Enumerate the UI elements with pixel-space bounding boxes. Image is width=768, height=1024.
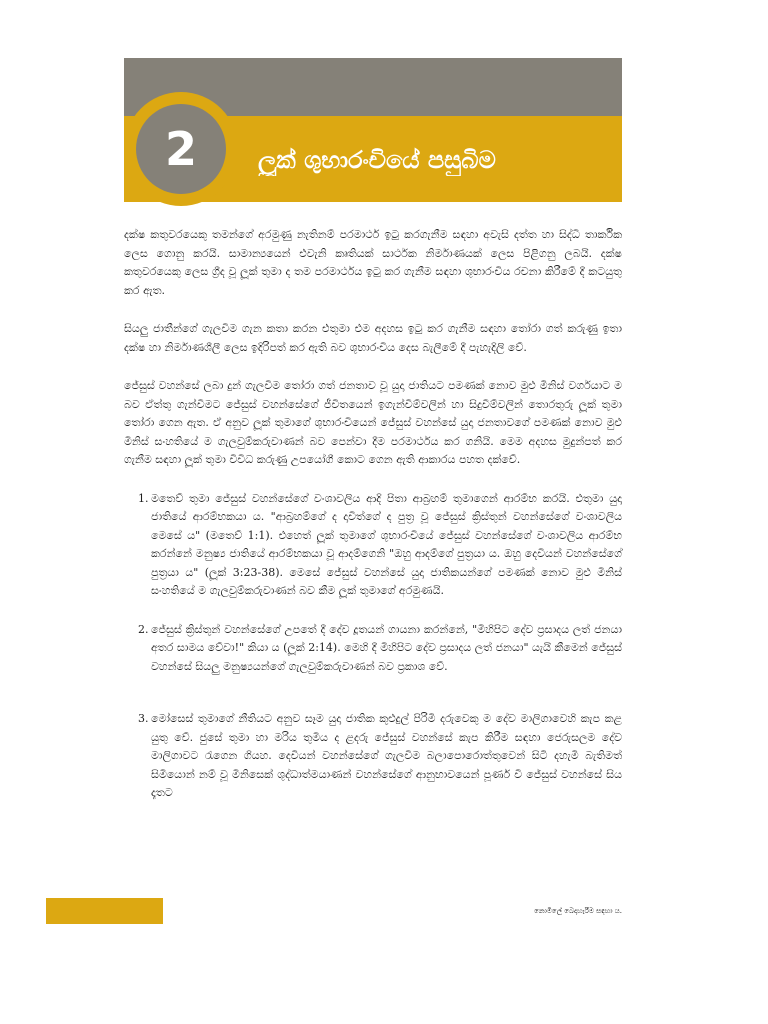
list-item-number: 1.	[138, 491, 149, 505]
list-item	[124, 490, 622, 601]
chapter-number: 2	[136, 104, 226, 194]
list-item-text: මතෙව් තුමා ජේසුස් වහන්සේගේ වංශාවලිය ආදි පිතා ආබ්‍රහම් තුමාගෙන් ආරම්භ කරයි. එතුමා යුදා ජාතියේ ආරම්භකයා ය. "ආබ්‍රහම්ගේ ද දාවිත්ගේ ද පුත්‍ර වූ ජේසුස් ක්‍රිස්තුන් වහන්සේගේ වංශාවලිය මෙසේ ය" (මතෙව් 1:1). එහෙත් ලූක් තුමාගේ ශුභාරංචියේ ජේසුස් වහන්සේගේ වංශාවලිය ආරම්භ කරන්නේ මනුෂ්‍ය ජාතියේ ආරම්භකයා වූ ආදම්ගෙනි "ඔහු ආදම්ගේ පුත්‍රයා ය. ඔහු දෙවියන් වහන්සේගේ පුත්‍රයා ය" (ලූක් 3:23-38). මෙසේ ජේසුස් වහන්සේ යුදා ජාතිකයන්ගේ පමණක් නොව මුළු මිනිස් සංහතියේ ම ගැලවුම්කරුවාණන් බව කීම ලූක් තුමාගේ අරමුණයි.	[151, 491, 622, 597]
body-paragraph: සියලු ජාතීන්ගේ ගැලවීම ගැන කතා කරන එතුමා එම අදහස ඉටු කර ගැනීම සඳහා තෝරා ගත් කරුණු ඉතා දක්ෂ හා නිර්මාණශීලී ලෙස ඉදිරිපත් කර ඇති බව ශුභාරංචිය දෙස බැලීමේ දී පැහැදිලි වේ.	[124, 322, 622, 354]
list-item-text: ජේසුස් ක්‍රිස්තුන් වහන්සේගේ උපතේ දී දේව දූතයන් ගායනා කරන්නේ, "මිහිපිට දේව ප්‍රසාදය ලත් ජනයා අතර සාමය වේවා!" කියා ය (ලූක් 2:14). මෙහි දී මිහිපිට දේව ප්‍රසාදය ලත් ජනයා" යැයි කීමෙන් ජේසුස් වහන්සේ සියලු මනුෂ්‍යයන්ගේ ගැලවුම්කරුවාණන් බව ප්‍රකාශ වේ.	[151, 622, 622, 673]
list-item-number: 3.	[138, 712, 149, 725]
body-paragraph: ජේසුස් වහන්සේ ලබා දුන් ගැලවීම තෝරා ගත් ජනතාව වූ යුදා ජාතියට පමණක් නොව මුළු මිනිස් වර්ගයාට ම බව ඒත්තු ගැන්වීමට ජේසුස් වහන්සේගේ ජීවිතයෙන් ඉගැන්වීම්වලින් හා සිදුවීම්වලින් තොරතුරු ලූක් තුමා තෝරා ගෙන ඇත. ඒ අනුව ලූක් තුමාගේ ශුභාරංචියෙන් ජේසුස් වහන්සේ යුදා ජනතාවගේ පමණක් නොව මුළු මිනිස් සංහතියේ ම ගැලවුම්කරුවාණන් බව පෙන්වා දීම පරමාර්ථය කර ගනියි. මෙම අදහස මුදුන්පත් කර ගැනීම සඳහා ලූක් තුමා විවිධ කරුණු උපයෝගී කොට ගෙන ඇති ආකාරය පහත දක්වේ.	[124, 379, 622, 466]
list-item-text: මෝසෙස් තුමාගේ නීතියට අනුව සෑම යුදා ජාතික කුළුදුල් පිරිමි දරුවෙකු ම දේව මාලිගාවෙහි කැප කළ යුතු වේ. ජුසේ තුමා හා මරිය තුමිය ද ළදරු ජේසුස් වහන්සේ කැප කිරීම සඳහා ජෙරුසලම දේව මාලිගාවට රැගෙන ගියහ. දෙවියන් වහන්සේගේ ගැලවීම බලාපොරොත්තුවෙන් සිටි දහැමි බැතිමත් සිමියොන් නම් වූ මිනිසෙක් ශුද්ධාත්මයාණන් වහන්සේගේ ආනුභාවයෙන් පූර්ණ වී ජේසුස් වහන්සේ සිය දෑතට	[151, 712, 622, 799]
list-item	[124, 710, 622, 803]
numbered-list	[124, 490, 622, 803]
list-item	[124, 621, 622, 677]
list-item-number: 2.	[138, 622, 149, 636]
chapter-title: ලූක් ශුභාරංචියේ පසුබිම	[258, 146, 496, 174]
footer-accent-bar	[46, 898, 163, 924]
footer-note: නොමිලේ බෙදාහැරීම සඳහා ය.	[534, 907, 622, 915]
intro-paragraph: දක්ෂ කතුවරයෙකු තමන්ගේ අරමුණු නැතිනම් පරමාර්ථ ඉටු කරගැනීම සඳහා අවැසි දත්ත හා සිද්ධි තාර්කික ලෙස ගොනු කරයි. සාමාන්‍යයෙන් එවැනි කෘතියක් සාර්ථක නිර්මාණයක් ලෙස පිළිගනු ලබයි. දක්ෂ කතුවරයෙකු ලෙස ග්‍රීද වූ ලූක් තුමා ද තම පරමාර්ථය ඉටු කර ගැනීම සඳහා ශුභාරංචිය රචනා කිරීමේ දී කටයුතු කර ඇත.	[124, 228, 622, 297]
chapter-body	[124, 226, 622, 823]
